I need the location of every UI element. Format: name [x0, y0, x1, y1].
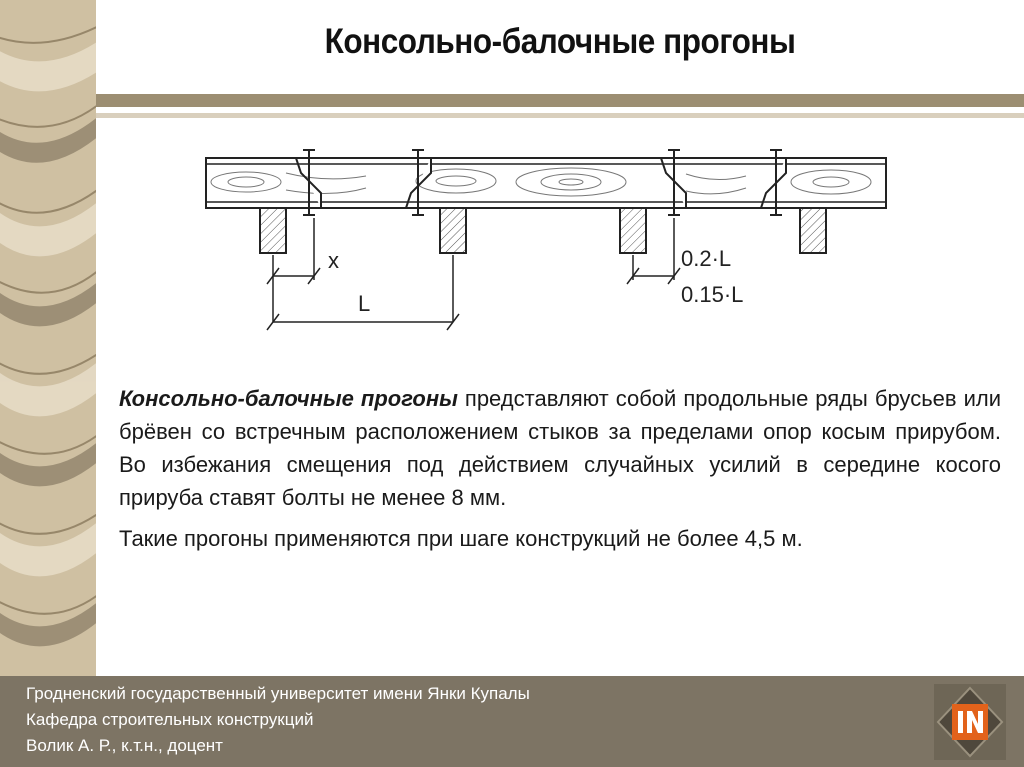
slide-title: Консольно-балочные прогоны	[324, 22, 796, 61]
dim-label-x: x	[328, 248, 339, 273]
title-area	[96, 0, 1024, 94]
footer-author: Волик А. Р., к.т.н., доцент	[26, 736, 223, 755]
slide-content	[96, 118, 1024, 676]
purlin-beam	[206, 150, 886, 215]
dim-label-0-2L: 0.2·L	[681, 246, 732, 271]
decorative-side-image	[0, 0, 96, 676]
university-logo-icon	[934, 684, 1006, 760]
purlin-diagram	[96, 118, 1024, 348]
footer-department: Кафедра строительных конструкций	[26, 710, 314, 729]
support-posts	[260, 208, 826, 253]
body-paragraph-2: Такие прогоны применяются при шаге конструкций не более 4,5 м.	[119, 526, 803, 551]
dim-label-L: L	[358, 291, 371, 316]
body-paragraph-1	[119, 382, 1001, 514]
footer	[0, 676, 1024, 767]
term-highlight: Консольно-балочные прогоны	[119, 386, 458, 411]
footer-university: Гродненский государственный университет имени Янки Купалы	[26, 684, 530, 703]
dimension-lines	[267, 218, 680, 330]
paragraph-text: представляют собой продольные ряды брусьев или брёвен со встречным расположением стыков за пределами опор косым прирубом. Во избежания смещения под действием случайных усилий в середине косого прируба ставят болты не менее 8 мм.	[119, 386, 1001, 510]
dim-label-0-15L: 0.15·L	[681, 282, 744, 307]
header-band	[96, 94, 1024, 107]
